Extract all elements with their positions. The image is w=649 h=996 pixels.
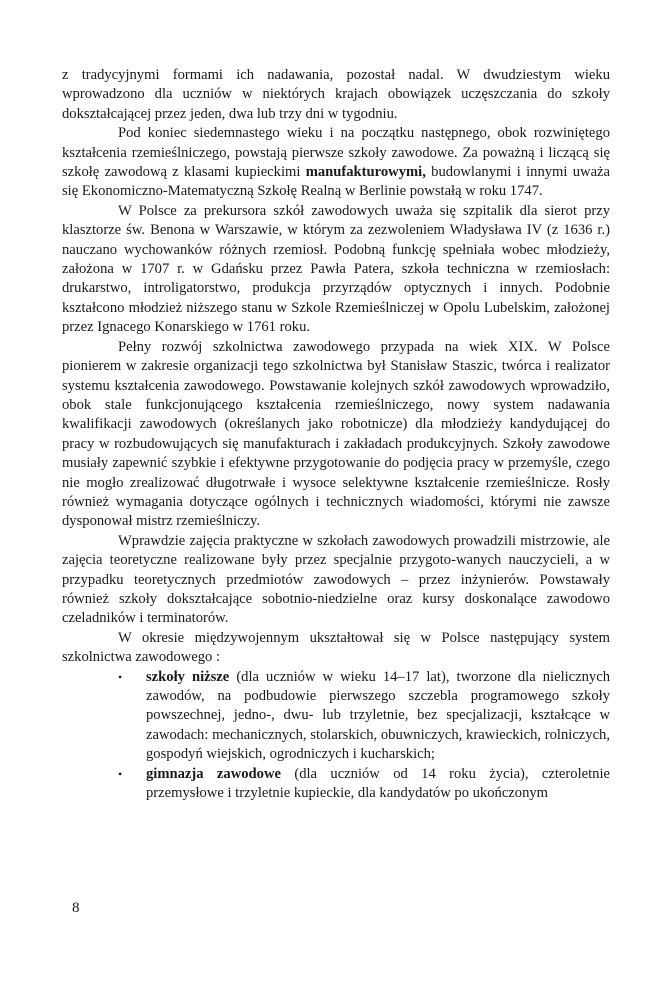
- list-item-text: (dla uczniów w wieku 14–17 lat), tworzone dla nielicznych zawodów, na podbudowie pierwszego szczebla programowego szkoły powszechnej, jedno-, dwu- lub trzyletnie, bez specjalizacji, kształcące w zawodach: mechanicznych, stolarskich, obuwniczych, krawieckich, rolniczych, gospodyń wiejskich, ogrodniczych i kucharskich;: [146, 668, 611, 763]
- paragraph-6: W okresie międzywojennym ukształtował się w Polsce następujący system szkolnictwa zawodowego :: [62, 629, 610, 666]
- paragraph-5: Wprawdzie zajęcia praktyczne w szkołach zawodowych prowadzili mistrzowie, ale zajęcia teoretyczne realizowane były przez specjalnie przygoto-wanych nauczycieli, a w przypadku teoretycznych przedmiotów zawodowych – przez inżynierów. Powstawały również szkoły dokształcające sobotnio-niedzielne oraz kursy doskonalące zawodowo czeladników i terminatorów.: [62, 532, 610, 627]
- list-item: [62, 765, 610, 804]
- paragraph-4: Pełny rozwój szkolnictwa zawodowego przypada na wiek XIX. W Polsce pionierem w zakresie organizacji tego szkolnictwa był Stanisław Staszic, twórca i realizator systemu kształcenia zawodowego. Powstawanie kolejnych szkół zawodowych wprowadziło, obok stale funkcjonującego kształcenia rzemieślniczego, nowy system nadawania kwalifikacji zawodowych (określanych jako robotnicze) dla młodzieży kandydującej do pracy w rozbudowujących się manufakturach i zakładach produkcyjnych. Szkoły zawodowe musiały zapewnić szybkie i efektywne przygotowanie do podjęcia pracy w przemyśle, czego nie mogło zrealizować długotrwałe i wysoce selektywne kształcenie rzemieślnicze. Rosły również wymagania dotyczące ogólnych i technicznych wiadomości, którymi nie zawsze dysponował mistrz rzemieślniczy.: [62, 338, 610, 530]
- bullet-icon: •: [118, 669, 123, 684]
- list-item-term: szkoły niższe: [146, 668, 230, 685]
- body-text: [62, 66, 610, 803]
- list-item-text: (dla uczniów od 14 roku życia), czteroletnie przemysłowe i trzyletnie kupieckie, dla kandydatów po ukończonym: [146, 765, 610, 802]
- page-number: 8: [72, 900, 80, 916]
- paragraph-2-text-start: Pod koniec siedemnastego wieku i na początku następnego, obok rozwiniętego kształcenia rzemieślniczego, powstają pierwsze szkoły zawodowe. Za poważną i liczącą się szkołę zawodową z klasami kupieckimi: [62, 125, 610, 181]
- list-item-term: gimnazja zawodowe: [146, 765, 281, 782]
- paragraph-2-text-end: budowlanymi i innymi uważa się Ekonomiczno-Matematyczną Szkołę Realną w Berlinie powstałą w roku 1747.: [62, 164, 611, 200]
- bullet-icon: •: [118, 766, 123, 781]
- paragraph-1: z tradycyjnymi formami ich nadawania, pozostał nadal. W dwudziestym wieku wprowadzono dla uczniów w niektórych krajach obowiązek uczęszczania do szkoły dokształcającej przez jeden, dwa lub trzy dni w tygodniu.: [62, 67, 610, 122]
- paragraph-2-bold-term: manufakturowymi,: [305, 164, 426, 181]
- list-item: [62, 668, 610, 765]
- school-types-list: [62, 668, 610, 804]
- paragraph-2: [62, 124, 610, 202]
- paragraph-3: W Polsce za prekursora szkół zawodowych uważa się szpitalik dla sierot przy klasztorze św. Benona w Warszawie, w którym za zezwoleniem Władysława IV (z 1636 r.) nauczano wychowanków różnych rzemiosł. Podobną funkcję spełniała wobec młodzieży, założona w 1707 r. w Gdańsku przez Pawła Patera, szkoła techniczna w rzemiosłach: drukarstwo, introligatorstwo, produkcja przyrządów optycznych i innych. Podobnie kształcono młodzież niższego stanu w Szkole Rzemieślniczej w Opolu Lubelskim, założonej przez Ignacego Konarskiego w 1761 roku.: [62, 202, 610, 336]
